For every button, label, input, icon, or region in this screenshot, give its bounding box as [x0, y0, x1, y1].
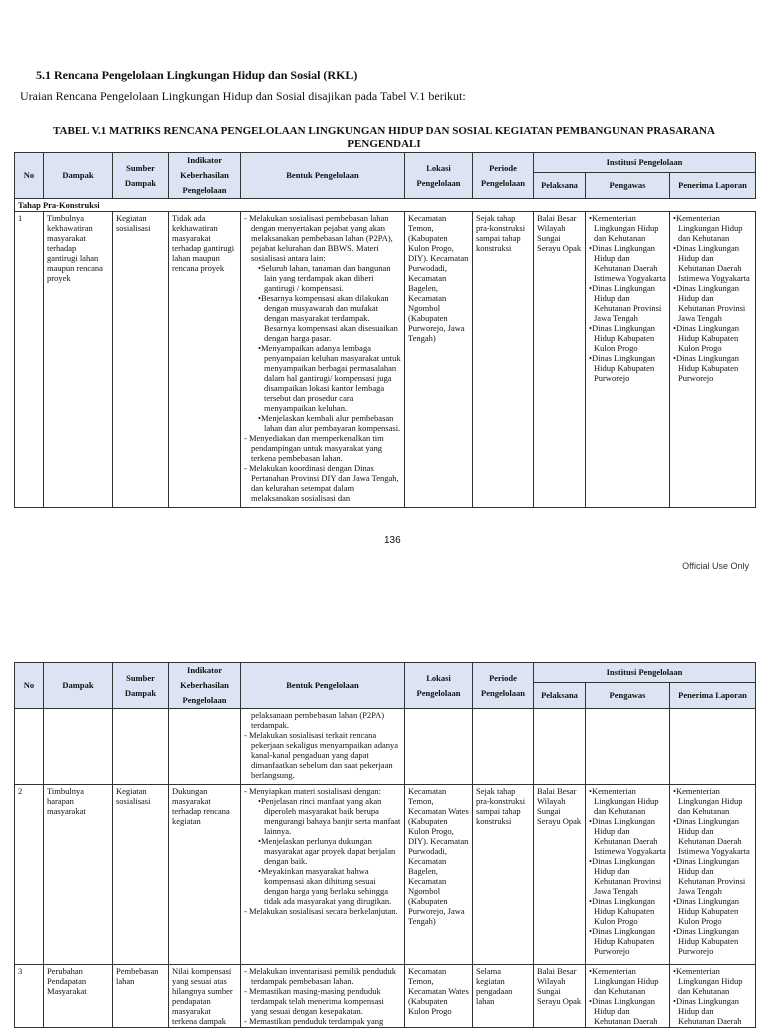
- row-periode: Sejak tahap pra-konstruksi sampai tahap konstruksi: [473, 212, 534, 508]
- row-pelaksana: Balai Besar Wilayah Sungai Serayu Opak: [534, 785, 586, 965]
- institution-item: • Dinas Lingkungan Hidup dan Kehutanan Daerah Istimewa Yogyakarta: [589, 243, 666, 283]
- institution-item: • Dinas Lingkungan Hidup dan Kehutanan Daerah Istimewa Yogyakarta: [589, 816, 666, 856]
- rkl-matrix-table-continued: [14, 662, 756, 1028]
- row-bentuk-pengelolaan: [241, 965, 405, 1028]
- header-bentuk-pengelolaan: Bentuk Pengelolaan: [241, 153, 405, 199]
- row-bentuk-pengelolaan: [241, 785, 405, 965]
- row-no: 1: [15, 212, 44, 508]
- sub-list-item: • Besarnya kompensasi akan dilakukan dengan musyawarah dan mufakat dengan masyarakat terdampak. Besarnya kompensasi akan disesuaikan dengan harga pasar.: [258, 293, 401, 343]
- row-no: 2: [15, 785, 44, 965]
- list-item: - Memastikan penduduk terdampak yang: [244, 1016, 401, 1026]
- institution-item: • Dinas Lingkungan Hidup dan Kehutanan Provinsi Jawa Tengah: [589, 283, 666, 323]
- row-pengawas: [586, 965, 670, 1028]
- row-periode: Sejak tahap pra-konstruksi sampai tahap konstruksi: [473, 785, 534, 965]
- header-bentuk-pengelolaan: Bentuk Pengelolaan: [241, 663, 405, 709]
- official-use-label: Official Use Only: [682, 561, 749, 571]
- continued-text: pelaksanaan pembebasan lahan (P2PA) terdampak.: [251, 710, 385, 730]
- institution-item: • Kementerian Lingkungan Hidup dan Kehutanan: [589, 966, 666, 996]
- institution-item: • Dinas Lingkungan Hidup dan Kehutanan Daerah Istimewa Yogyakarta: [673, 243, 752, 283]
- sub-list-item: • Seluruh lahan, tanaman dan bangunan lain yang terdampak akan diberi gantirugi / kompensasi.: [258, 263, 401, 293]
- row-bentuk-pengelolaan: [241, 709, 405, 785]
- row-indikator: Tidak ada kekhawatiran masyarakat terhadap gantirugi lahan maupun rencana proyek: [169, 212, 241, 508]
- list-item: - Menyiapkan materi sosialisasi dengan: • Penjelasan rinci manfaat yang akan diperoleh masyarakat baik berupa mengurangi bahaya banjir serta manfaat lainnya. • Menjelaskan perlunya dukungan masyarakat agar proyek dapat berjalan dengan baik. • Meyakinkan masyarakat bahwa kompensasi akan dihitung sesuai dengan harga yang berlaku sehingga tidak ada masyarakat yang dirugikan.: [244, 786, 401, 906]
- institution-item: • Kementerian Lingkungan Hidup dan Kehutanan: [589, 786, 666, 816]
- institution-item: • Dinas Lingkungan Hidup Kabupaten Kulon Progo: [589, 323, 666, 353]
- header-dampak: Dampak: [44, 663, 113, 709]
- page-gap: [0, 592, 768, 662]
- sub-list-item: • Menyampaikan adanya lembaga penyampaian keluhan masyarakat untuk menyampaikan berbagai permasalahan dalam hal gantirugi/ kompensasi juga disampaikan lokasi kantor lembaga tersebut dan prosedur cara menyampaikan keluhan.: [258, 343, 401, 413]
- row-sumber-dampak: Kegiatan sosialisasi: [113, 212, 169, 508]
- row-pengawas: [586, 785, 670, 965]
- row-bentuk-pengelolaan: [241, 212, 405, 508]
- institution-item: • Dinas Lingkungan Hidup dan Kehutanan Provinsi Jawa Tengah: [673, 856, 752, 896]
- institution-item: • Dinas Lingkungan Hidup Kabupaten Purworejo: [589, 353, 666, 383]
- institution-item: • Dinas Lingkungan Hidup Kabupaten Purworejo: [589, 926, 666, 956]
- institution-item: • Dinas Lingkungan Hidup Kabupaten Kulon Progo: [589, 896, 666, 926]
- header-no: No: [15, 663, 44, 709]
- header-no: No: [15, 153, 44, 199]
- sub-list-item: • Menjelaskan perlunya dukungan masyarakat agar proyek dapat berjalan dengan baik.: [258, 836, 401, 866]
- header-dampak: Dampak: [44, 153, 113, 199]
- row-dampak: Timbulnya harapan masyarakat: [44, 785, 113, 965]
- header-institusi: Institusi Pengelolaan: [534, 663, 756, 683]
- institution-item: • Kementerian Lingkungan Hidup dan Kehutanan: [673, 966, 752, 996]
- list-item: - Melakukan inventarisasi pemilik penduduk terdampak pembebasan lahan.: [244, 966, 401, 986]
- table-row-continuation: [15, 709, 756, 785]
- list-item: - Menyediakan dan memperkenalkan tim pendampingan untuk masyarakat yang terkena pembebasan lahan.: [244, 433, 401, 463]
- sub-list-item: • Penjelasan rinci manfaat yang akan diperoleh masyarakat baik berupa mengurangi bahaya banjir serta manfaat lainnya.: [258, 796, 401, 836]
- institution-item: • Dinas Lingkungan Hidup dan Kehutanan Daerah: [589, 996, 666, 1026]
- table-row: [15, 785, 756, 965]
- table-title-line-1: TABEL V.1 MATRIKS RENCANA PENGELOLAAN LINGKUNGAN HIDUP DAN SOSIAL KEGIATAN PEMBANGUNAN PRASARANA PENGENDALI: [53, 125, 715, 150]
- section-heading: 5.1 Rencana Pengelolaan Lingkungan Hidup dan Sosial (RKL): [36, 68, 358, 82]
- institution-item: • Dinas Lingkungan Hidup dan Kehutanan Provinsi Jawa Tengah: [589, 856, 666, 896]
- row-indikator: Nilai kompensasi yang sesuai atas hilangnya sumber pendapatan masyarakat terkena dampak: [169, 965, 241, 1028]
- header-sumber-dampak: Sumber Dampak: [113, 153, 169, 199]
- table-row: [15, 212, 756, 508]
- list-item: - Melakukan sosialisasi secara berkelanjutan.: [244, 906, 401, 916]
- row-dampak: Timbulnya kekhawatiran masyarakat terhadap gantirugi lahan maupun rencana proyek: [44, 212, 113, 508]
- row-lokasi: Kecamatan Temon, Kecamatan Wates (Kabupaten Kulon Progo, DIY). Kecamatan Purwodadi, Kecamatan Bagelen, Kecamatan Ngombol (Kabupaten Purworejo, Jawa Tengah): [405, 785, 473, 965]
- institution-item: • Dinas Lingkungan Hidup dan Kehutanan Daerah Istimewa Yogyakarta: [673, 816, 752, 856]
- rkl-matrix-table: [14, 152, 756, 508]
- header-penerima-laporan: Penerima Laporan: [670, 172, 756, 198]
- row-lokasi: Kecamatan Temon, Kecamatan Wates (Kabupaten Kulon Progo: [405, 965, 473, 1028]
- row-dampak: Perubahan Pendapatan Masyarakat: [44, 965, 113, 1028]
- sub-list-item: • Meyakinkan masyarakat bahwa kompensasi akan dihitung sesuai dengan harga yang berlaku sehingga tidak ada masyarakat yang dirugikan.: [258, 866, 401, 906]
- header-lokasi: Lokasi Pengelolaan: [405, 153, 473, 199]
- row-indikator: Dukungan masyarakat terhadap rencana kegiatan: [169, 785, 241, 965]
- phase-row: [15, 199, 756, 212]
- institution-item: • Dinas Lingkungan Hidup Kabupaten Purworejo: [673, 353, 752, 383]
- row-pengawas: [586, 212, 670, 508]
- header-lokasi: Lokasi Pengelolaan: [405, 663, 473, 709]
- row-lokasi: Kecamatan Temon, (Kabupaten Kulon Progo, DIY). Kecamatan Purwodadi, Kecamatan Bagelen, Kecamatan Ngombol (Kabupaten Purworejo, Jawa Tengah): [405, 212, 473, 508]
- list-item: - Melakukan sosialisasi terkait rencana pekerjaan sekaligus menyampaikan adanya kanal-kanal pengaduan yang dapat dimanfaatkan sebelum dan saat pekerjaan berlangsung.: [244, 730, 401, 780]
- header-pengawas: Pengawas: [586, 682, 670, 708]
- header-indikator: Indikator Keberhasilan Pengelolaan: [169, 663, 241, 709]
- header-sumber-dampak: Sumber Dampak: [113, 663, 169, 709]
- header-pengawas: Pengawas: [586, 172, 670, 198]
- row-pelaksana: Balai Besar Wilayah Sungai Serayu Opak: [534, 212, 586, 508]
- institution-item: • Dinas Lingkungan Hidup Kabupaten Kulon Progo: [673, 896, 752, 926]
- header-indikator: Indikator Keberhasilan Pengelolaan: [169, 153, 241, 199]
- table-row: [15, 965, 756, 1028]
- row-no: 3: [15, 965, 44, 1028]
- institution-item: • Dinas Lingkungan Hidup dan Kehutanan Provinsi Jawa Tengah: [673, 283, 752, 323]
- row-periode: Selama kegiatan pengadaan lahan: [473, 965, 534, 1028]
- header-institusi: Institusi Pengelolaan: [534, 153, 756, 173]
- list-item: - Memastikan masing-masing penduduk terdampak telah menerima kompensasi yang sesuai dengan kesepakatan.: [244, 986, 401, 1016]
- row-sumber-dampak: Pembebasan lahan: [113, 965, 169, 1028]
- intro-paragraph: Uraian Rencana Pengelolaan Lingkungan Hidup dan Sosial disajikan pada Tabel V.1 berikut:: [20, 89, 466, 103]
- header-penerima-laporan: Penerima Laporan: [670, 682, 756, 708]
- row-sumber-dampak: Kegiatan sosialisasi: [113, 785, 169, 965]
- phase-label: Tahap Pra-Konstruksi: [15, 199, 169, 212]
- institution-item: • Kementerian Lingkungan Hidup dan Kehutanan: [673, 786, 752, 816]
- row-penerima-laporan: [670, 965, 756, 1028]
- row-pelaksana: Balai Besar Wilayah Sungai Serayu Opak: [534, 965, 586, 1028]
- header-pelaksana: Pelaksana: [534, 682, 586, 708]
- page-number: 136: [384, 535, 401, 546]
- header-periode: Periode Pengelolaan: [473, 153, 534, 199]
- institution-item: • Dinas Lingkungan Hidup Kabupaten Purworejo: [673, 926, 752, 956]
- header-periode: Periode Pengelolaan: [473, 663, 534, 709]
- list-item: - Melakukan koordinasi dengan Dinas Pertanahan Provinsi DIY dan Jawa Tengah, dan kelurahan setempat dalam melaksanakan sosialisasi dan: [244, 463, 401, 503]
- institution-item: • Dinas Lingkungan Hidup Kabupaten Kulon Progo: [673, 323, 752, 353]
- institution-item: • Kementerian Lingkungan Hidup dan Kehutanan: [673, 213, 752, 243]
- header-pelaksana: Pelaksana: [534, 172, 586, 198]
- row-penerima-laporan: [670, 785, 756, 965]
- sub-list-item: • Menjelaskan kembali alur pembebasan lahan dan alur pembayaran kompensasi.: [258, 413, 401, 433]
- institution-item: • Dinas Lingkungan Hidup dan Kehutanan Daerah: [673, 996, 752, 1026]
- row-penerima-laporan: [670, 212, 756, 508]
- list-item: - Melakukan sosialisasi pembebasan lahan dengan menyertakan pejabat yang akan melaksanakan pembebasan lahan (P2PA), pejabat kelurahan dan BBWS. Materi sosialisasi antara lain: • Seluruh lahan, tanaman dan bangunan lain yang terdampak akan diberi gantirugi / kompensasi. • Besarnya kompensasi akan dilakukan dengan musyawarah dan mufakat dengan masyarakat terdampak. Besarnya kompensasi akan disesuaikan dengan harga pasar. • Menyampaikan adanya lembaga penyampaian keluhan masyarakat untuk menyampaikan berbagai permasalahan dalam hal gantirugi/ kompensasi juga disampaikan lokasi kantor lembaga tersebut dan prosedur cara menyampaikan keluhan. • Menjelaskan kembali alur pembebasan lahan dan alur pembayaran kompensasi.: [244, 213, 401, 433]
- institution-item: • Kementerian Lingkungan Hidup dan Kehutanan: [589, 213, 666, 243]
